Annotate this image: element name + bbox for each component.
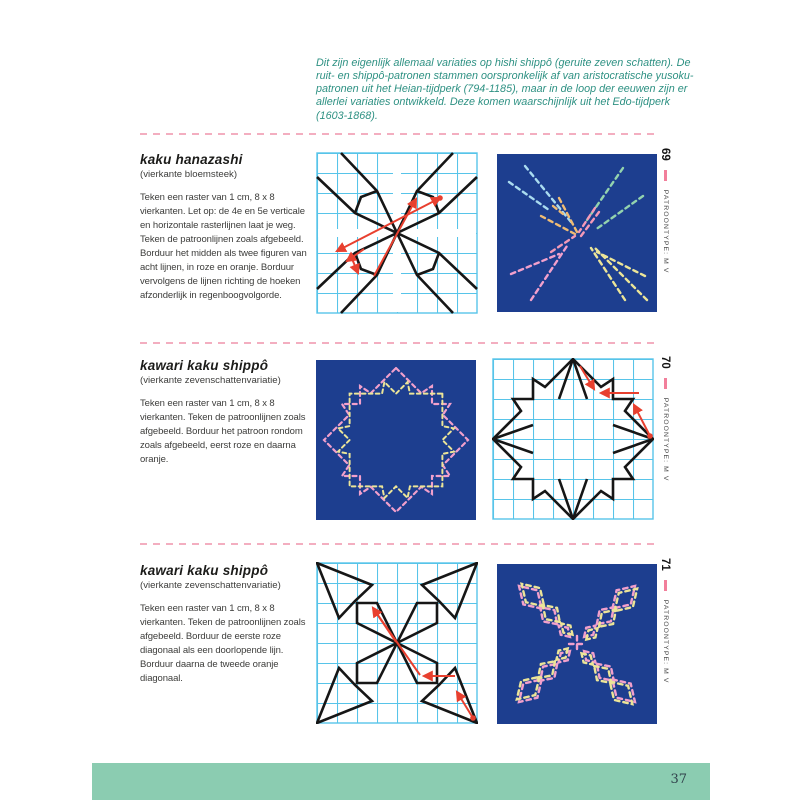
section-3-subtitle: (vierkante zevenschattenvariatie) xyxy=(140,580,281,591)
pattern-diagram-70 xyxy=(492,358,654,520)
stitched-photo-69 xyxy=(497,154,657,312)
page-number: 37 xyxy=(670,772,687,787)
separator-dashed-middle xyxy=(140,342,658,344)
pattern-type-label: PATROONTYPE: M V xyxy=(662,189,669,274)
section-3-body: Teken een raster van 1 cm, 8 x 8 vierkanten. Teken de patroonlijnen zoals afgebeeld. Borduur de eerste roze diagonaal als een doorlopende lijn. Borduur daarna de tweede oranje diagonaal. xyxy=(140,603,306,684)
section-1-badge xyxy=(658,148,672,274)
separator-dashed-top xyxy=(140,133,658,135)
section-2-subtitle: (vierkante zevenschattenvariatie) xyxy=(140,375,281,386)
pattern-diagram-71 xyxy=(316,562,478,724)
pattern-type-label: PATROONTYPE: M V xyxy=(662,599,669,684)
badge-divider xyxy=(664,170,667,181)
pattern-number: 70 xyxy=(659,356,671,369)
section-2-title: kawari kaku shippô xyxy=(140,358,269,373)
section-3-text xyxy=(140,563,314,686)
section-1-text xyxy=(140,152,314,303)
badge-divider xyxy=(664,580,667,591)
pattern-number: 69 xyxy=(659,148,671,161)
stitched-photo-70 xyxy=(316,360,476,520)
section-3-badge xyxy=(658,558,672,684)
section-1-body: Teken een raster van 1 cm, 8 x 8 vierkanten. Let op: de 4e en 5e verticale en horizontale rasterlijnen laat je weg. Teken de patroonlijnen zoals afgebeeld. Borduur het midden als twee figuren van acht lijnen, in roze en oranje. Borduur vervolgens de lijnen richting de hoeken afzonderlijk in regenboogvolgorde. xyxy=(140,192,307,301)
badge-divider xyxy=(664,378,667,389)
separator-dashed-bottom xyxy=(140,543,658,545)
intro-paragraph: Dit zijn eigenlijk allemaal variaties op hishi shippô (geruite zeven schatten). De ruit- en shippô-patronen stammen oorspronkelijk af van aristocratische yusoku-patronen uit het Heian-tijdperk (794-1185), maar in de loop der eeuwen zijn er allerlei variaties ontwikkeld. Deze komen waarschijnlijk uit het Edo-tijdperk (1603-1868). xyxy=(316,56,694,122)
section-3-title: kawari kaku shippô xyxy=(140,563,269,578)
footer-bar xyxy=(92,763,710,800)
pattern-diagram-69 xyxy=(316,152,478,314)
section-1-title: kaku hanazashi xyxy=(140,152,243,167)
pattern-number: 71 xyxy=(659,558,671,571)
pattern-type-label: PATROONTYPE: M V xyxy=(662,397,669,482)
section-2-badge xyxy=(658,356,672,482)
stitched-photo-71 xyxy=(497,564,657,724)
section-2-body: Teken een raster van 1 cm, 8 x 8 vierkanten. Teken de patroonlijnen zoals afgebeeld. Borduur het patroon rondom zoals afgebeeld, eerst roze en daarna oranje. xyxy=(140,398,306,465)
section-2-text xyxy=(140,358,314,467)
section-1-subtitle: (vierkante bloemsteek) xyxy=(140,169,238,180)
